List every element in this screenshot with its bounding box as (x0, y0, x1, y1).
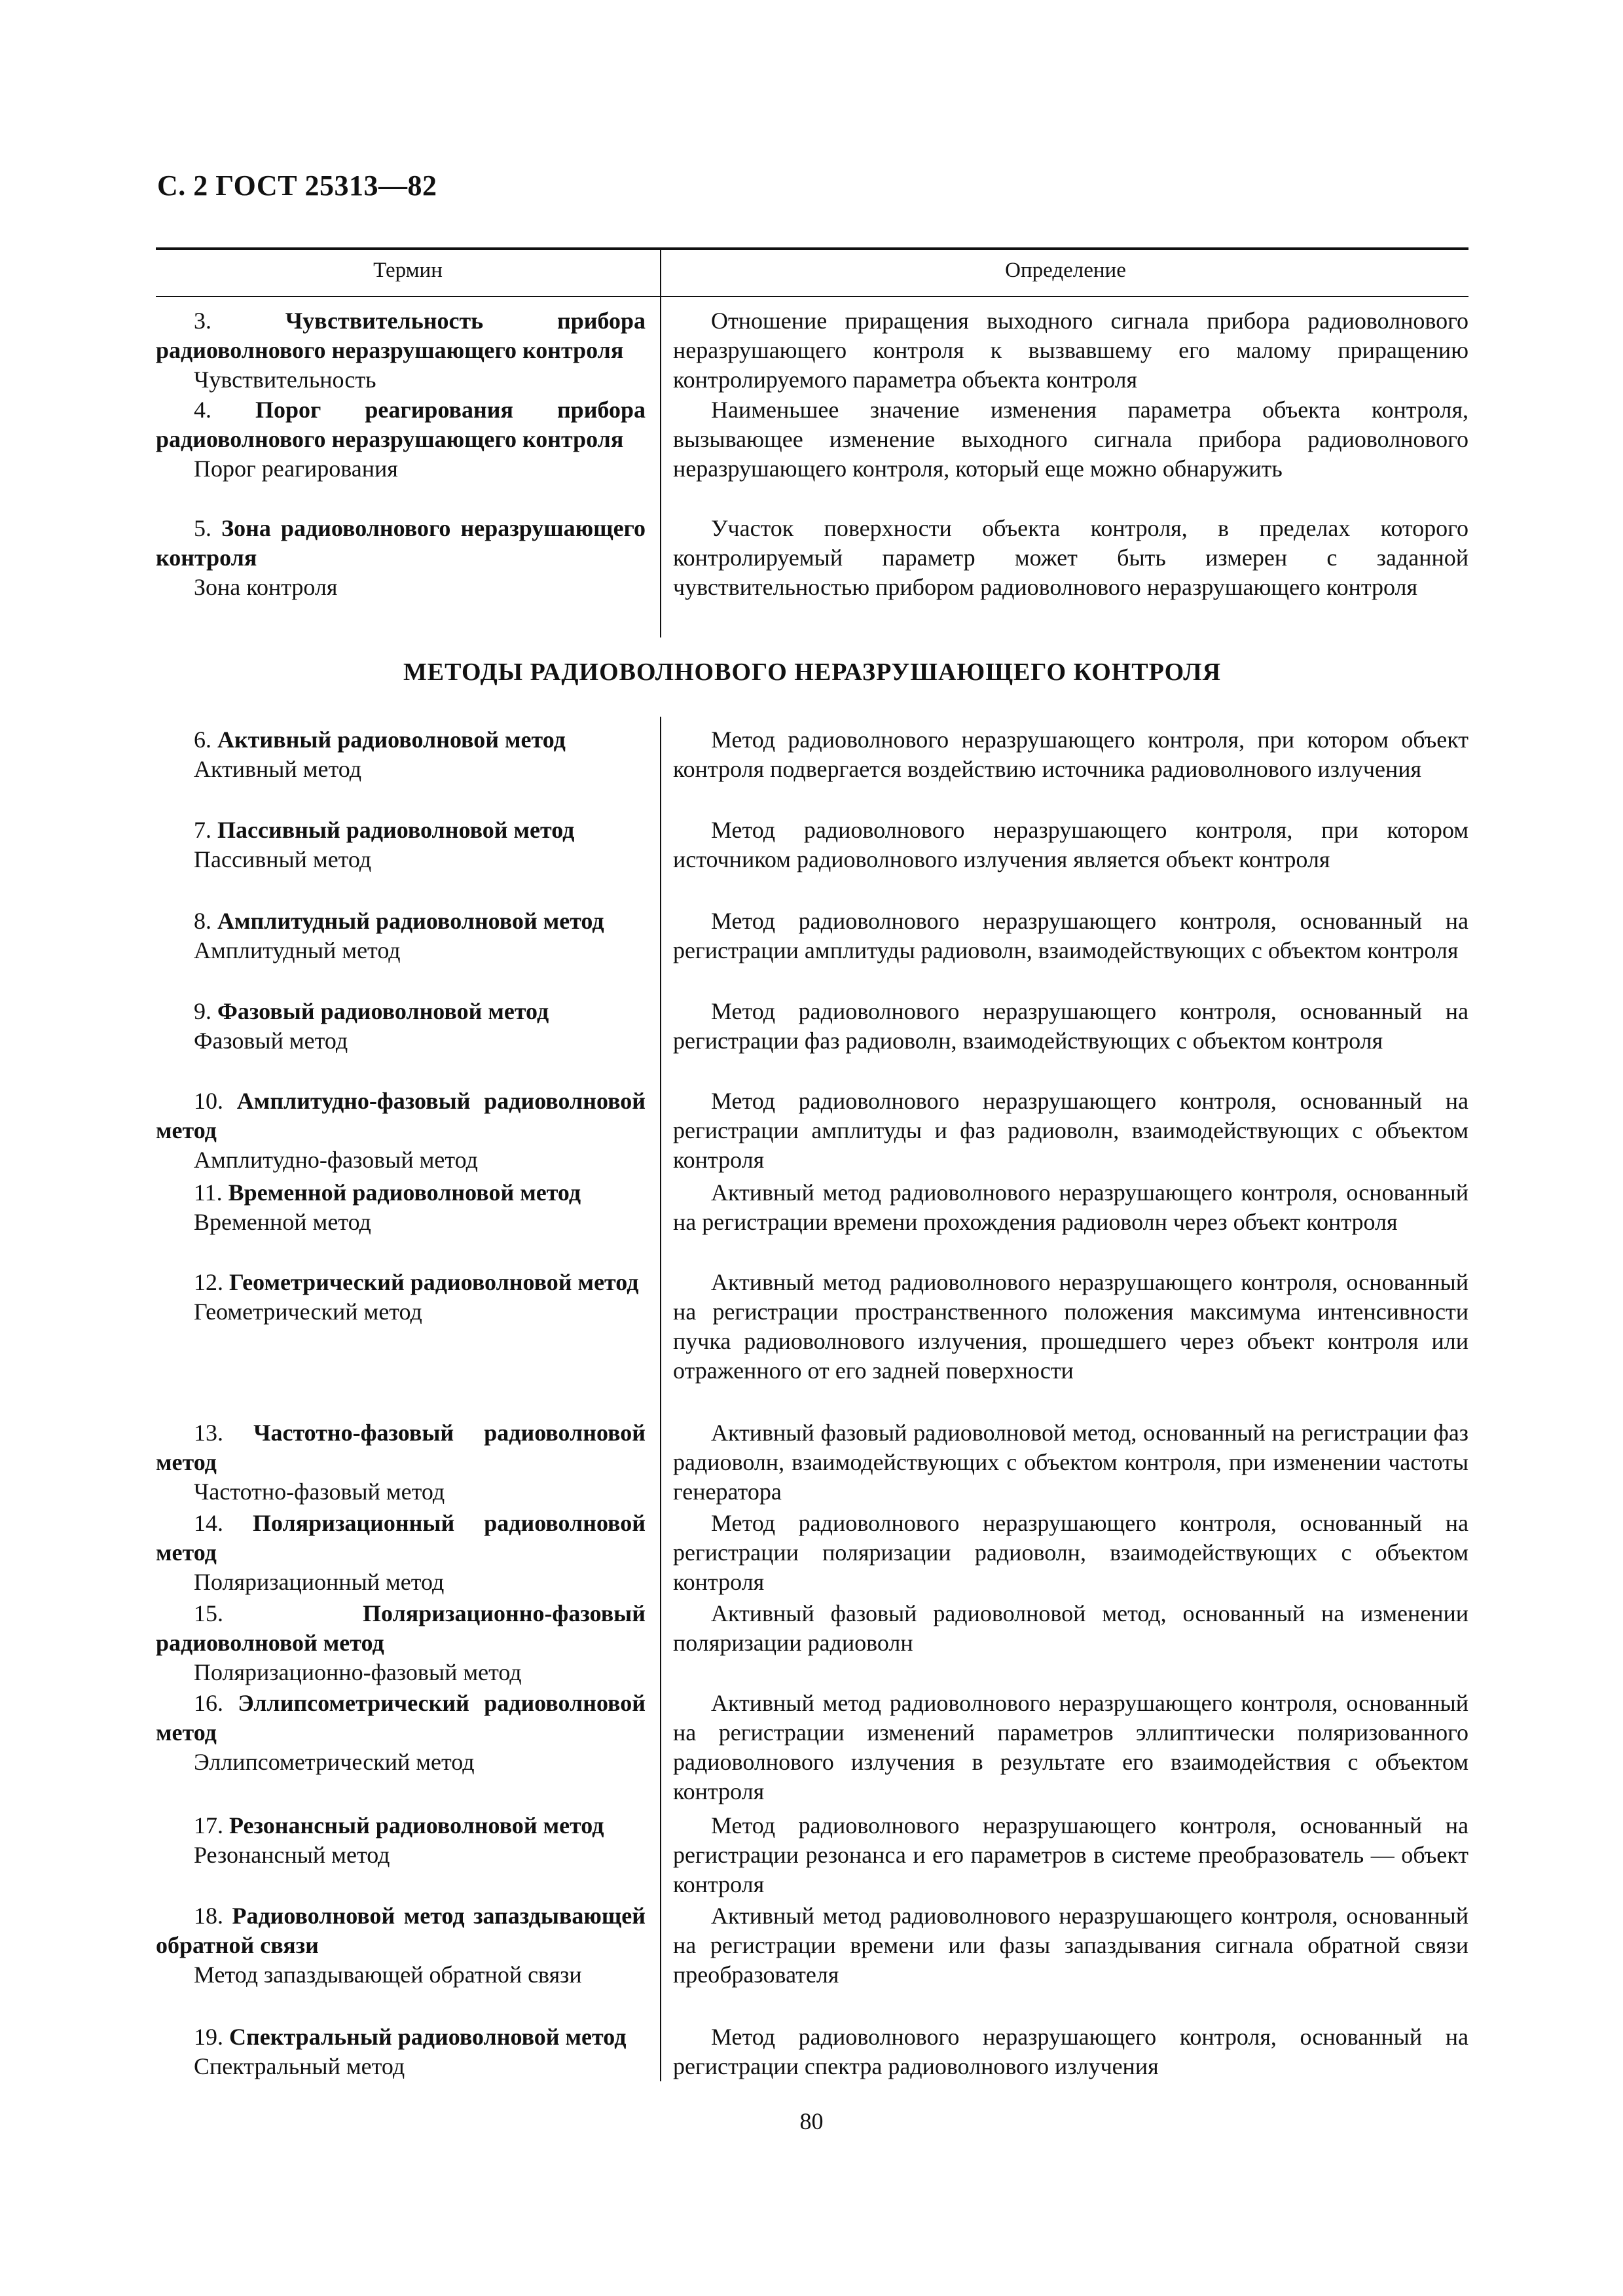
term-short-form: Амплитудно-фазовый метод (194, 1147, 478, 1173)
term-short-form: Порог реагирования (194, 456, 398, 482)
term-number: 13. (194, 1420, 254, 1446)
term-title: Поляризационный радиоволновой метод (156, 1510, 646, 1566)
term-short-form: Чувствительность (194, 367, 376, 393)
term-name (156, 2022, 646, 2052)
term-number: 8. (194, 908, 217, 934)
term-title: Эллипсометрический радиоволновой метод (156, 1690, 646, 1746)
definition-cell (673, 725, 1468, 784)
term-cell (156, 1599, 646, 1687)
term-number: 19. (194, 2024, 229, 2050)
term-cell (156, 1268, 646, 1327)
term-number: 10. (194, 1088, 237, 1114)
term-cell (156, 1509, 646, 1597)
term-title: Пассивный радиоволновой метод (217, 817, 575, 843)
definition-cell (673, 1086, 1468, 1175)
definition-text: Активный метод радиоволнового неразрушающего контроля, основанный на регистрации изменений параметров эллиптически поляризованного радиоволнового излучения в результате его взаимодействия с объектом контроля (673, 1690, 1468, 1804)
column-divider-top (660, 249, 661, 637)
term-title: Амплитудный радиоволновой метод (217, 908, 604, 934)
column-divider-methods (660, 717, 661, 2081)
definition-cell (673, 997, 1468, 1056)
definition-cell (673, 1599, 1468, 1658)
term-title: Зона радиоволнового неразрушающего контроля (156, 515, 646, 571)
term-title: Активный радиоволновой метод (217, 726, 566, 753)
column-header-term: Термин (373, 259, 443, 282)
definition-cell (673, 514, 1468, 602)
page-number: 80 (799, 2108, 824, 2134)
term-cell (156, 1178, 646, 1237)
term-cell (156, 395, 646, 484)
definition-cell (673, 1268, 1468, 1386)
term-cell (156, 1689, 646, 1777)
term-title: Резонансный радиоволновой метод (229, 1812, 604, 1839)
table-top-rule (156, 247, 1468, 250)
term-short-form: Амплитудный метод (194, 937, 401, 963)
term-name (156, 1268, 646, 1297)
header-rule (156, 296, 1468, 297)
term-number: 11. (194, 1179, 228, 1206)
definition-cell (673, 1418, 1468, 1507)
term-name (156, 306, 646, 365)
definition-text: Метод радиоволнового неразрушающего контроля, основанный на регистрации резонанса и его параметров в системе преобразователь — объект контроля (673, 1812, 1468, 1897)
term-cell (156, 816, 646, 874)
term-name (156, 997, 646, 1026)
term-number: 12. (194, 1269, 229, 1295)
term-number: 5. (194, 515, 222, 541)
term-cell (156, 1418, 646, 1507)
term-name (156, 1086, 646, 1145)
term-short-form: Метод запаздывающей обратной связи (194, 1962, 582, 1988)
term-name (156, 1178, 646, 1208)
term-cell (156, 997, 646, 1056)
term-name (156, 1509, 646, 1568)
term-number: 6. (194, 726, 217, 753)
definition-text: Наименьшее значение изменения параметра объекта контроля, вызывающее изменение выходного сигнала прибора радиоволнового неразрушающего контроля, который еще можно обнаружить (673, 397, 1468, 482)
definition-text: Метод радиоволнового неразрушающего контроля, при котором источником радиоволнового излучения является объект контроля (673, 817, 1468, 872)
definition-cell (673, 1811, 1468, 1899)
term-cell (156, 2022, 646, 2081)
term-title: Чувствительность прибора радиоволнового неразрушающего контроля (156, 308, 646, 363)
definition-cell (673, 1178, 1468, 1237)
term-number: 7. (194, 817, 217, 843)
definition-cell (673, 816, 1468, 874)
definition-cell (673, 395, 1468, 484)
term-title: Радиоволновой метод запаздывающей обратной связи (156, 1903, 646, 1958)
definition-cell (673, 2022, 1468, 2081)
column-header-definition: Определение (1005, 259, 1126, 282)
term-cell (156, 306, 646, 395)
term-cell (156, 514, 646, 602)
term-title: Фазовый радиоволновой метод (217, 998, 549, 1024)
term-title: Амплитудно-фазовый радиоволновой метод (156, 1088, 646, 1143)
term-short-form: Частотно-фазовый метод (194, 1479, 445, 1505)
definition-text: Метод радиоволнового неразрушающего контроля, основанный на регистрации спектра радиоволнового излучения (673, 2024, 1468, 2079)
definition-text: Отношение приращения выходного сигнала прибора радиоволнового неразрушающего контроля к вызвавшему его малому приращению контролируемого параметра объекта контроля (673, 308, 1468, 393)
term-number: 9. (194, 998, 217, 1024)
definition-text: Метод радиоволнового неразрушающего контроля, основанный на регистрации амплитуды радиоволн, взаимодействующих с объектом контроля (673, 908, 1468, 963)
definition-cell (673, 1901, 1468, 1990)
page-header: С. 2 ГОСТ 25313—82 (157, 170, 437, 202)
definition-cell (673, 906, 1468, 965)
term-number: 3. (194, 308, 285, 334)
definition-text: Метод радиоволнового неразрушающего контроля, основанный на регистрации амплитуды и фаз радиоволн, взаимодействующих с объектом контроля (673, 1088, 1468, 1173)
term-short-form: Поляризационно-фазовый метод (194, 1659, 522, 1685)
term-cell (156, 1086, 646, 1175)
term-name (156, 1689, 646, 1748)
term-short-form: Спектральный метод (194, 2053, 405, 2079)
term-number: 17. (194, 1812, 229, 1839)
term-cell (156, 1811, 646, 1870)
term-number: 18. (194, 1903, 232, 1929)
term-number: 14. (194, 1510, 253, 1536)
term-short-form: Зона контроля (194, 574, 338, 600)
term-name (156, 1418, 646, 1477)
term-name (156, 725, 646, 755)
term-name (156, 816, 646, 845)
term-title: Поляризационно-фазовый радиоволновой метод (156, 1600, 646, 1656)
term-title: Порог реагирования прибора радиоволнового неразрушающего контроля (156, 397, 646, 452)
term-title: Геометрический радиоволновой метод (229, 1269, 639, 1295)
term-short-form: Геометрический метод (194, 1299, 422, 1325)
term-short-form: Поляризационный метод (194, 1569, 445, 1595)
definition-cell (673, 1509, 1468, 1597)
term-cell (156, 906, 646, 965)
definition-text: Активный фазовый радиоволновой метод, основанный на регистрации фаз радиоволн, взаимодействующих с объектом контроля, при изменении частоты генератора (673, 1420, 1468, 1505)
definition-text: Метод радиоволнового неразрушающего контроля, основанный на регистрации фаз радиоволн, взаимодействующих с объектом контроля (673, 998, 1468, 1054)
definition-text: Метод радиоволнового неразрушающего контроля, основанный на регистрации поляризации радиоволн, взаимодействующих с объектом контроля (673, 1510, 1468, 1595)
term-short-form: Временной метод (194, 1209, 371, 1235)
term-title: Спектральный радиоволновой метод (229, 2024, 627, 2050)
definition-cell (673, 1689, 1468, 1806)
term-number: 15. (194, 1600, 363, 1626)
term-cell (156, 725, 646, 784)
definition-cell (673, 306, 1468, 395)
term-short-form: Фазовый метод (194, 1028, 348, 1054)
term-short-form: Резонансный метод (194, 1842, 390, 1868)
term-title: Частотно-фазовый радиоволновой метод (156, 1420, 646, 1475)
term-short-form: Активный метод (194, 756, 362, 782)
term-number: 4. (194, 397, 255, 423)
definition-text: Участок поверхности объекта контроля, в пределах которого контролируемый параметр может быть измерен с заданной чувствительностью прибором радиоволнового неразрушающего контроля (673, 515, 1468, 600)
term-title: Временной радиоволновой метод (228, 1179, 581, 1206)
term-name (156, 1901, 646, 1960)
definition-text: Активный метод радиоволнового неразрушающего контроля, основанный на регистрации пространственного положения максимума интенсивности пучка радиоволнового излучения, прошедшего через объект контроля или отраженного от его задней поверхности (673, 1269, 1468, 1384)
term-name (156, 514, 646, 573)
definition-text: Активный метод радиоволнового неразрушающего контроля, основанный на регистрации времени прохождения радиоволн через объект контроля (673, 1179, 1468, 1235)
definition-text: Метод радиоволнового неразрушающего контроля, при котором объект контроля подвергается воздействию источника радиоволнового излучения (673, 726, 1468, 782)
term-number: 16. (194, 1690, 238, 1716)
term-name (156, 1811, 646, 1840)
definition-text: Активный фазовый радиоволновой метод, основанный на изменении поляризации радиоволн (673, 1600, 1468, 1656)
term-cell (156, 1901, 646, 1990)
term-name (156, 395, 646, 454)
definition-text: Активный метод радиоволнового неразрушающего контроля, основанный на регистрации времени или фазы запаздывания сигнала обратной связи преобразователя (673, 1903, 1468, 1988)
term-name (156, 1599, 646, 1658)
term-short-form: Пассивный метод (194, 846, 372, 872)
term-short-form: Эллипсометрический метод (194, 1749, 475, 1775)
section-title: МЕТОДЫ РАДИОВОЛНОВОГО НЕРАЗРУШАЮЩЕГО КОНТРОЛЯ (403, 658, 1222, 686)
term-name (156, 906, 646, 936)
